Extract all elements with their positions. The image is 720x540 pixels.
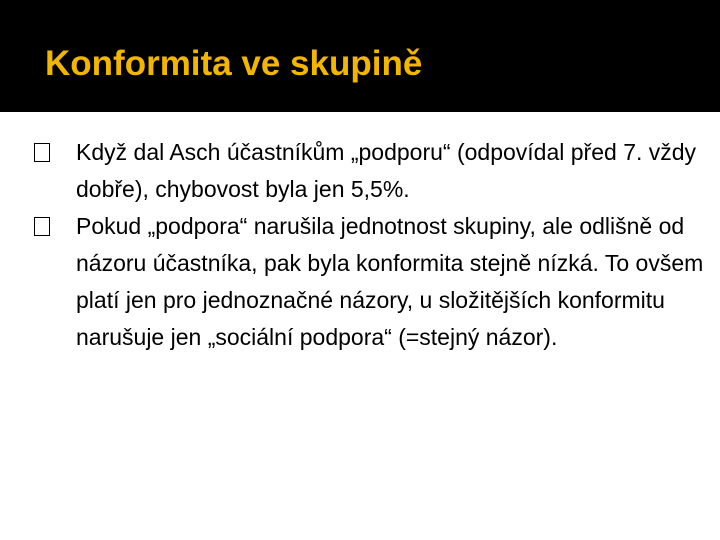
- bullet-list: [34, 134, 704, 356]
- bullet-item: [34, 208, 704, 356]
- title-bar: [0, 0, 720, 112]
- square-bullet-icon: [34, 217, 50, 236]
- bullet-text: Pokud „podpora“ narušila jednotnost skupiny, ale odlišně od názoru účastníka, pak byla konformita stejně nízká. To ovšem platí jen pro jednoznačné názory, u složitějších konformitu narušuje jen „sociální podpora“ (=stejný názor).: [76, 213, 704, 350]
- slide-title: Konformita ve skupině: [45, 44, 423, 83]
- bullet-item: [34, 134, 704, 208]
- square-bullet-icon: [34, 143, 50, 162]
- bullet-text: Když dal Asch účastníkům „podporu“ (odpovídal před 7. vždy dobře), chybovost byla jen 5,5%.: [76, 139, 697, 202]
